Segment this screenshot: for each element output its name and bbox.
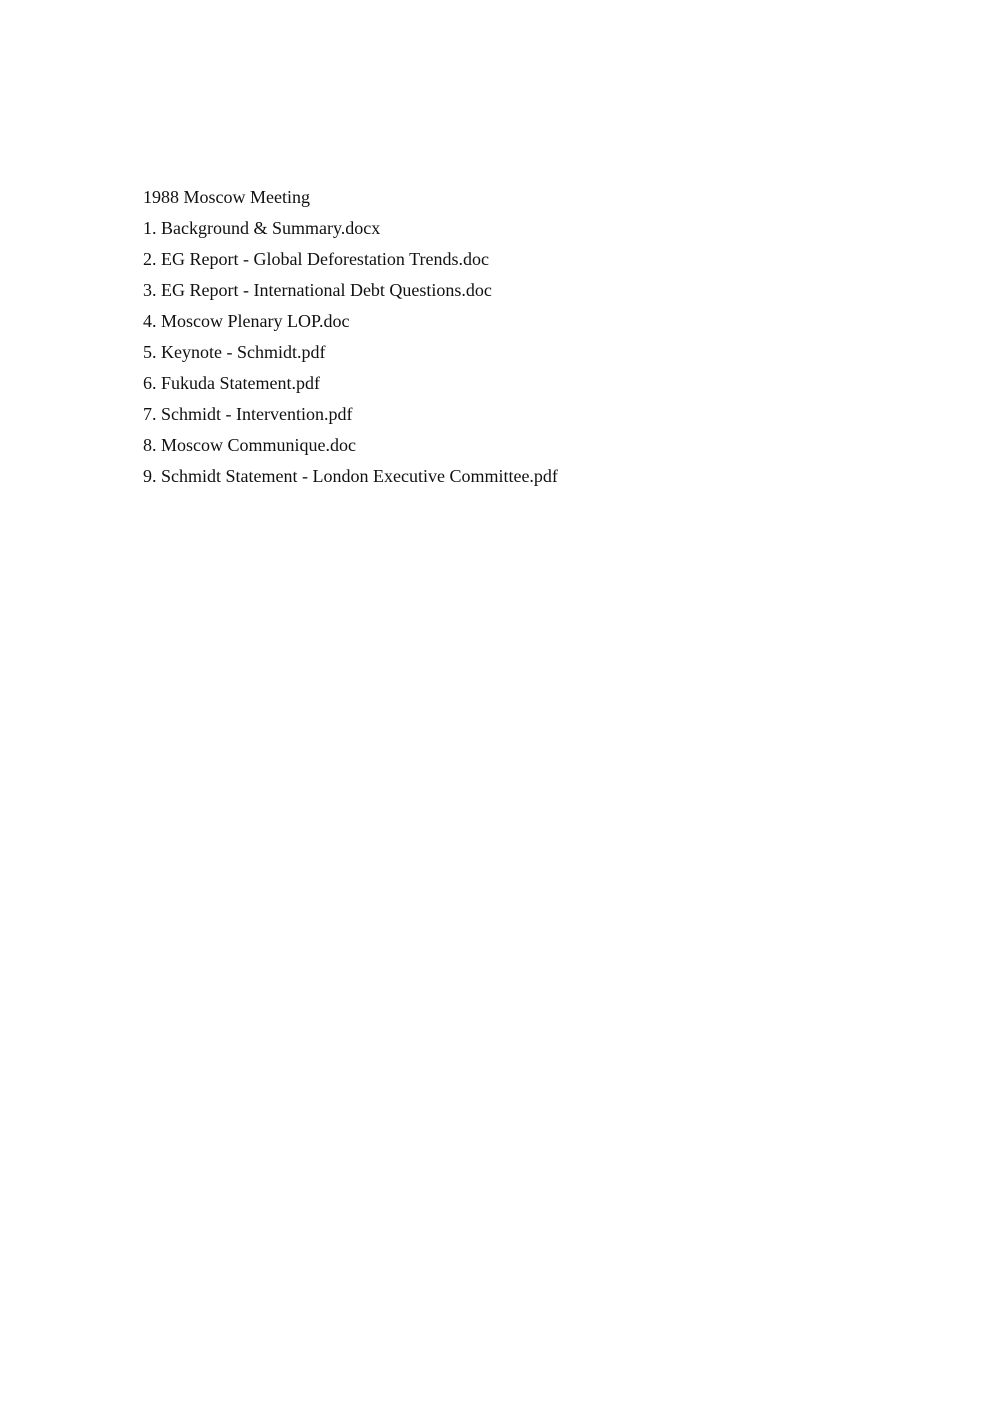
list-item: 7. Schmidt - Intervention.pdf — [143, 404, 353, 424]
file-list — [143, 182, 558, 492]
list-item: 9. Schmidt Statement - London Executive Committee.pdf — [143, 466, 558, 486]
list-item: 6. Fukuda Statement.pdf — [143, 373, 320, 393]
list-item: 4. Moscow Plenary LOP.doc — [143, 311, 350, 331]
list-item: 8. Moscow Communique.doc — [143, 435, 356, 455]
list-item: 5. Keynote - Schmidt.pdf — [143, 342, 326, 362]
list-item: 3. EG Report - International Debt Questions.doc — [143, 280, 492, 300]
list-item: 1. Background & Summary.docx — [143, 218, 381, 238]
document-title: 1988 Moscow Meeting — [143, 187, 310, 207]
list-item: 2. EG Report - Global Deforestation Trends.doc — [143, 249, 489, 269]
